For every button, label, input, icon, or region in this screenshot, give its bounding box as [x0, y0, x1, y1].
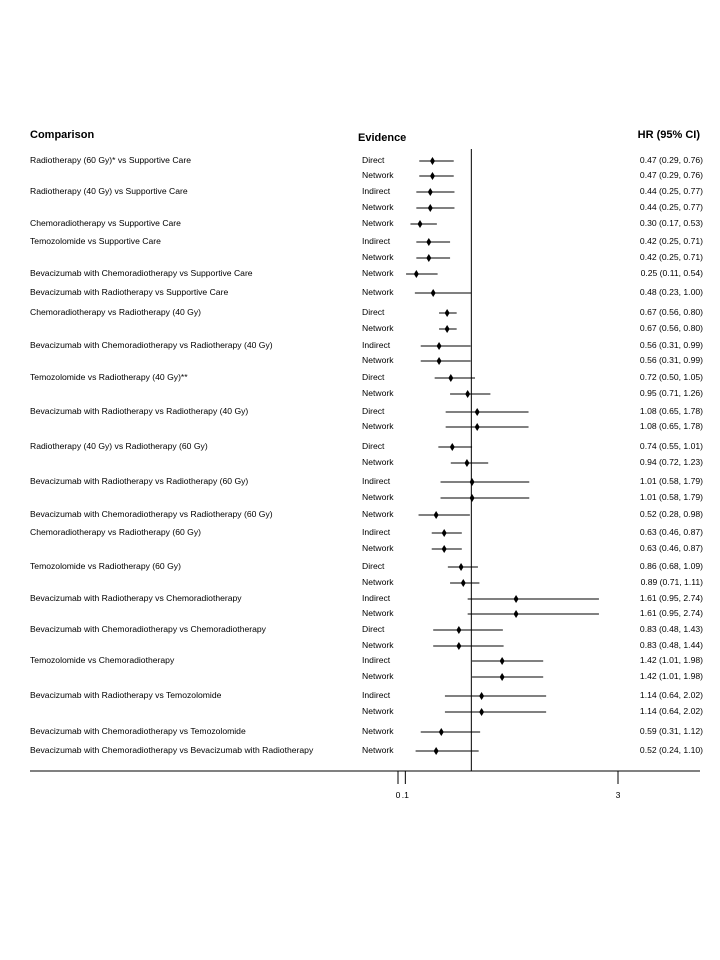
evidence-label: Network	[362, 543, 394, 553]
comparison-label: Radiotherapy (60 Gy)* vs Supportive Care	[30, 155, 191, 165]
estimate-marker	[430, 172, 435, 180]
evidence-label: Direct	[362, 406, 385, 416]
hr-value-label: 0.56 (0.31, 0.99)	[639, 355, 703, 365]
hr-value-label: 0.94 (0.72, 1.23)	[639, 457, 703, 467]
evidence-label: Indirect	[362, 527, 391, 537]
comparison-label: Bevacizumab with Radiotherapy vs Supportive Care	[30, 287, 229, 297]
hr-value-label: 0.52 (0.28, 0.98)	[639, 509, 703, 519]
hr-value-label: 0.47 (0.29, 0.76)	[639, 155, 703, 165]
comparison-label: Bevacizumab with Chemoradiotherapy vs Bevacizumab with Radiotherapy	[30, 745, 314, 755]
comparison-label: Temozolomide vs Supportive Care	[30, 236, 161, 246]
comparison-label: Chemoradiotherapy vs Radiotherapy (60 Gy)	[30, 527, 202, 537]
hr-value-label: 1.08 (0.65, 1.78)	[639, 406, 703, 416]
comparison-label: Bevacizumab with Chemoradiotherapy vs Chemoradiotherapy	[30, 624, 266, 634]
hr-value-label: 0.95 (0.71, 1.26)	[639, 388, 703, 398]
estimate-marker	[442, 529, 447, 537]
evidence-label: Network	[362, 706, 394, 716]
evidence-label: Network	[362, 218, 394, 228]
evidence-label: Network	[362, 388, 394, 398]
evidence-label: Indirect	[362, 593, 391, 603]
estimate-marker	[430, 157, 435, 165]
comparison-label: Radiotherapy (40 Gy) vs Radiotherapy (60 Gy)	[30, 441, 208, 451]
x-tick-label: 0	[395, 790, 401, 800]
estimate-marker	[450, 443, 455, 451]
evidence-label: Network	[362, 577, 394, 587]
evidence-label: Direct	[362, 561, 385, 571]
estimate-marker	[414, 270, 419, 278]
hr-value-label: 0.52 (0.24, 1.10)	[639, 745, 703, 755]
evidence-label: Direct	[362, 307, 385, 317]
hr-header: HR (95% CI)	[637, 129, 700, 141]
estimate-marker	[445, 309, 450, 317]
evidence-label: Network	[362, 323, 394, 333]
hr-value-label: 0.48 (0.23, 1.00)	[639, 287, 703, 297]
comparison-label: Temozolomide vs Radiotherapy (60 Gy)	[30, 561, 181, 571]
estimate-marker	[479, 708, 484, 716]
evidence-label: Network	[362, 726, 394, 736]
hr-value-label: 0.59 (0.31, 1.12)	[639, 726, 703, 736]
hr-value-label: 0.67 (0.56, 0.80)	[639, 323, 703, 333]
hr-value-label: 1.01 (0.58, 1.79)	[639, 476, 703, 486]
hr-value-label: 0.89 (0.71, 1.11)	[640, 577, 703, 587]
hr-value-label: 1.61 (0.95, 2.74)	[639, 608, 703, 618]
evidence-label: Network	[362, 640, 394, 650]
estimate-marker	[470, 478, 475, 486]
hr-value-label: 1.01 (0.58, 1.79)	[639, 492, 703, 502]
comparison-label: Bevacizumab with Chemoradiotherapy vs Radiotherapy (40 Gy)	[30, 340, 273, 350]
estimate-marker	[418, 220, 423, 228]
estimate-marker	[442, 545, 447, 553]
hr-value-label: 0.72 (0.50, 1.05)	[639, 372, 703, 382]
estimate-marker	[437, 357, 442, 365]
comparison-header: Comparison	[30, 129, 95, 141]
estimate-marker	[428, 188, 433, 196]
evidence-label: Network	[362, 355, 394, 365]
estimate-marker	[475, 423, 480, 431]
hr-value-label: 1.42 (1.01, 1.98)	[639, 655, 703, 665]
evidence-label: Direct	[362, 372, 385, 382]
x-tick-label: .1	[401, 790, 409, 800]
hr-value-label: 1.14 (0.64, 2.02)	[639, 690, 703, 700]
evidence-label: Direct	[362, 441, 385, 451]
estimate-marker	[456, 642, 461, 650]
hr-value-label: 1.08 (0.65, 1.78)	[639, 421, 703, 431]
estimate-marker	[434, 511, 439, 519]
evidence-label: Network	[362, 268, 394, 278]
hr-value-label: 0.25 (0.11, 0.54)	[640, 268, 703, 278]
evidence-label: Indirect	[362, 655, 391, 665]
hr-value-label: 1.61 (0.95, 2.74)	[639, 593, 703, 603]
estimate-marker	[500, 657, 505, 665]
comparison-label: Bevacizumab with Radiotherapy vs Temozolomide	[30, 690, 222, 700]
comparison-label: Chemoradiotherapy vs Supportive Care	[30, 218, 181, 228]
estimate-marker	[514, 595, 519, 603]
estimate-marker	[479, 692, 484, 700]
estimate-marker	[445, 325, 450, 333]
evidence-label: Network	[362, 492, 394, 502]
hr-value-label: 0.63 (0.46, 0.87)	[639, 527, 703, 537]
evidence-label: Network	[362, 745, 394, 755]
evidence-label: Network	[362, 457, 394, 467]
hr-value-label: 0.74 (0.55, 1.01)	[639, 441, 703, 451]
estimate-marker	[461, 579, 466, 587]
estimate-marker	[470, 494, 475, 502]
evidence-label: Network	[362, 202, 394, 212]
hr-value-label: 0.30 (0.17, 0.53)	[639, 218, 703, 228]
comparison-label: Bevacizumab with Radiotherapy vs Chemoradiotherapy	[30, 593, 242, 603]
evidence-label: Direct	[362, 155, 385, 165]
estimate-marker	[437, 342, 442, 350]
evidence-label: Direct	[362, 624, 385, 634]
hr-value-label: 0.63 (0.46, 0.87)	[639, 543, 703, 553]
hr-value-label: 0.86 (0.68, 1.09)	[639, 561, 703, 571]
x-tick-label: 3	[615, 790, 621, 800]
estimate-marker	[464, 459, 469, 467]
estimate-marker	[475, 408, 480, 416]
estimate-marker	[514, 610, 519, 618]
comparison-label: Bevacizumab with Chemoradiotherapy vs Radiotherapy (60 Gy)	[30, 509, 273, 519]
evidence-header: Evidence	[358, 132, 407, 144]
comparison-label: Bevacizumab with Chemoradiotherapy vs Temozolomide	[30, 726, 246, 736]
hr-value-label: 0.67 (0.56, 0.80)	[639, 307, 703, 317]
estimate-marker	[439, 728, 444, 736]
evidence-label: Indirect	[362, 690, 391, 700]
evidence-label: Network	[362, 608, 394, 618]
evidence-label: Network	[362, 252, 394, 262]
hr-value-label: 0.47 (0.29, 0.76)	[639, 170, 703, 180]
evidence-label: Indirect	[362, 340, 391, 350]
evidence-label: Network	[362, 671, 394, 681]
hr-value-label: 0.56 (0.31, 0.99)	[639, 340, 703, 350]
hr-value-label: 0.44 (0.25, 0.77)	[639, 202, 703, 212]
comparison-label: Bevacizumab with Chemoradiotherapy vs Supportive Care	[30, 268, 253, 278]
evidence-label: Network	[362, 421, 394, 431]
comparison-label: Radiotherapy (40 Gy) vs Supportive Care	[30, 186, 188, 196]
estimate-marker	[434, 747, 439, 755]
evidence-label: Indirect	[362, 186, 391, 196]
estimate-marker	[431, 289, 436, 297]
hr-value-label: 1.14 (0.64, 2.02)	[639, 706, 703, 716]
estimate-marker	[500, 673, 505, 681]
hr-value-label: 0.42 (0.25, 0.71)	[639, 236, 703, 246]
estimate-marker	[426, 238, 431, 246]
estimate-marker	[448, 374, 453, 382]
hr-value-label: 0.83 (0.48, 1.44)	[639, 640, 703, 650]
comparison-label: Bevacizumab with Radiotherapy vs Radiotherapy (60 Gy)	[30, 476, 249, 486]
hr-value-label: 0.42 (0.25, 0.71)	[639, 252, 703, 262]
estimate-marker	[459, 563, 464, 571]
evidence-label: Indirect	[362, 476, 391, 486]
hr-value-label: 0.44 (0.25, 0.77)	[639, 186, 703, 196]
evidence-label: Network	[362, 170, 394, 180]
hr-value-label: 1.42 (1.01, 1.98)	[639, 671, 703, 681]
comparison-label: Temozolomide vs Chemoradiotherapy	[30, 655, 175, 665]
hr-value-label: 0.83 (0.48, 1.43)	[639, 624, 703, 634]
estimate-marker	[456, 626, 461, 634]
estimate-marker	[428, 204, 433, 212]
estimate-marker	[465, 390, 470, 398]
comparison-label: Chemoradiotherapy vs Radiotherapy (40 Gy)	[30, 307, 202, 317]
comparison-label: Bevacizumab with Radiotherapy vs Radiotherapy (40 Gy)	[30, 406, 249, 416]
estimate-marker	[426, 254, 431, 262]
comparison-label: Temozolomide vs Radiotherapy (40 Gy)**	[30, 372, 188, 382]
evidence-label: Network	[362, 509, 394, 519]
evidence-label: Indirect	[362, 236, 391, 246]
evidence-label: Network	[362, 287, 394, 297]
